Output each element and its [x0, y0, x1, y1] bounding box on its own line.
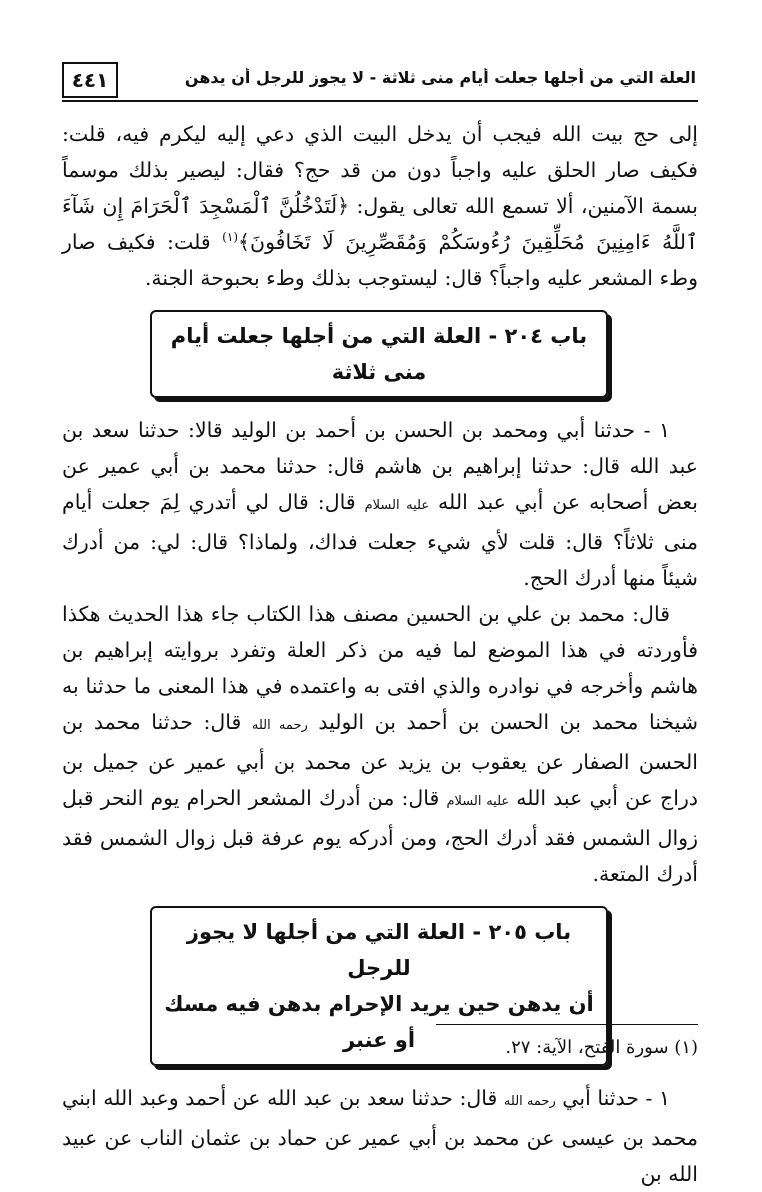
footnote-divider: [436, 1024, 698, 1025]
paragraph-text: إلى حج بيت الله فيجب أن يدخل البيت الذي دعي إليه ليكرم فيه، قلت: فكيف صار الحلق عليه واجباً دون من قد حج؟ فقال: ليصير بذلك موسماً بسمة الآمنين، ألا تسمع الله تعالى يقول: ﴿لَتَدْخُلُنَّ ٱلْمَسْجِدَ ٱلْحَرَامَ إِن شَآءَ ٱللَّهُ ءَامِنِينَ مُحَلِّقِينَ رُءُوسَكُمْ وَمُقَصِّرِينَ لَا تَخَافُونَ﴾: [62, 122, 698, 254]
paragraph-text: قال: حدثنا محمد بن الحسن الصفار عن يعقوب بن يزيد عن محمد بن أبي عمير عن جميل بن دراج عن أبي عبد الله: [62, 710, 699, 810]
honorific-symbol: عليه السلام: [364, 498, 430, 513]
hadith-paragraph: [62, 412, 698, 596]
footnote: (١) سورة الفتح، الآية: ٢٧.: [505, 1037, 698, 1058]
hadith-paragraph: [62, 1080, 698, 1192]
paragraph-text: قلت: فكيف صار وطء المشعر عليه واجباً؟ قال: ليستوجب بذلك وطء بحبوحة الجنة.: [62, 230, 698, 290]
footnote-reference: (١): [222, 230, 238, 245]
running-title: العلة التي من أجلها جعلت أيام منى ثلاثة - لا يجوز للرجل أن يدهن: [184, 68, 696, 87]
chapter-title: باب ٢٠٤ - العلة التي من أجلها جعلت أيام منى ثلاثة: [170, 324, 588, 384]
paragraph-continuation: [62, 116, 698, 296]
paragraph-text: قال: قال لي أتدري لِمَ جعلت أيام منى ثلاثاً؟ قال: قلت لأي شيء جعلت فداك، ولماذا؟ قال: لي: من أدرك شيئاً منها أدرك الحج.: [62, 490, 698, 590]
chapter-title-line2: أن يدهن حين يريد الإحرام بدهن فيه مسك أو عنبر: [164, 992, 594, 1052]
paragraph-text: قال: من أدرك المشعر الحرام يوم النحر قبل زوال الشمس فقد أدرك الحج، ومن أدركه يوم عرفة قبل زوال الشمس فقد أدرك المتعة.: [62, 786, 698, 886]
page-header: [62, 58, 698, 102]
chapter-heading-204: [150, 310, 608, 398]
paragraph-text: قال: محمد بن علي بن الحسين مصنف هذا الكتاب جاء هذا الحديث هكذا فأوردته في هذا الموضع لما فيه من ذكر العلة وتفرد بروايته إبراهيم بن هاشم وأخرجه في نوادره والذي افتى به واعتمده في هذا المعنى ما حدثنا به شيخنا محمد بن الحسن بن أحمد بن الوليد: [62, 602, 699, 734]
honorific-symbol: رحمه الله: [251, 718, 308, 733]
paragraph-text: قال: حدثنا سعد بن عبد الله عن أحمد وعبد الله ابني محمد بن عيسى عن محمد بن أبي عمير عن حماد بن عثمان الناب عن عبيد الله بن: [62, 1086, 698, 1186]
paragraph-text: ١ - حدثنا أبي: [555, 1086, 670, 1110]
page-body: [62, 116, 698, 1192]
honorific-symbol: عليه السلام: [446, 794, 510, 809]
chapter-title-line1: باب ٢٠٥ - العلة التي من أجلها لا يجوز للرجل: [186, 920, 572, 980]
honorific-symbol: رحمه الله: [503, 1094, 556, 1109]
paragraph-text: ١ - حدثنا أبي ومحمد بن الحسن بن أحمد بن الوليد قالا: حدثنا سعد بن عبد الله قال: حدثنا إبراهيم بن هاشم قال: حدثنا محمد بن أبي عمير عن بعض أصحابه عن أبي عبد الله: [62, 418, 699, 514]
author-comment-paragraph: [62, 596, 698, 892]
page-number: ٤٤١: [62, 62, 118, 98]
